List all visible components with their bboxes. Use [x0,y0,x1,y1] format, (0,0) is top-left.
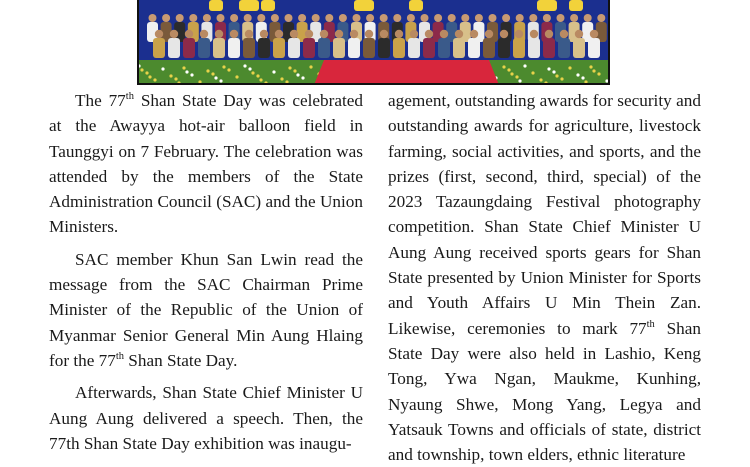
banner-lettering [209,0,223,11]
flower-dot [552,70,555,73]
person-head [335,30,343,38]
flower-dot [507,68,510,71]
person [408,38,420,58]
person-head [290,30,298,38]
flower-dot [539,78,542,81]
person-head [200,30,208,38]
flower-dot [251,71,254,74]
flower-dot [309,65,312,68]
flower-dot [510,72,513,75]
person-head [448,14,456,22]
flower-dot [288,66,291,69]
group-photo-image [139,0,610,85]
flower-dot [185,70,188,73]
flower-dot [272,70,275,73]
flower-dot [264,81,267,84]
person-head [515,30,523,38]
person [363,38,375,58]
flower-dot [293,69,296,72]
person [243,38,255,58]
person-head [350,30,358,38]
person-head [557,14,565,22]
person-head [516,14,524,22]
article-left-column [49,88,363,456]
person-head [365,30,373,38]
person-head [230,14,238,22]
flower-dot [555,74,558,77]
flower-dot [597,72,600,75]
flower-dot [515,75,518,78]
person [258,38,270,58]
article-photo [137,0,610,85]
person-head [215,30,223,38]
person [393,38,405,58]
flower-dot [592,69,595,72]
banner-lettering [239,0,259,11]
banner-lettering [261,0,275,11]
flower-dot [280,77,283,80]
person-head [230,30,238,38]
flower-dot [222,65,225,68]
flower-dot [584,80,587,83]
person [543,38,555,58]
flower-dot [198,80,201,83]
person [198,38,210,58]
person-head [380,14,388,22]
person-head [545,30,553,38]
paragraph: SAC member Khun San Lwin read the message from the SAC Chairman Prime Minister of the Republic of the Union of Myanmar Senior General Min Aung Hlaing for the 77th Shan State Day. [49,249,363,370]
person-head [470,30,478,38]
person-head [584,14,592,22]
person-head [271,14,279,22]
flower-dot [235,75,238,78]
red-carpet [314,60,499,85]
flower-dot [560,77,563,80]
person [453,38,465,58]
person-head [185,30,193,38]
flower-dot [259,78,262,81]
flower-dot [605,79,608,82]
person [333,38,345,58]
person [303,38,315,58]
flower-dot [145,71,148,74]
person-head [543,14,551,22]
flower-dot [589,65,592,68]
flower-dot [243,64,246,67]
person-head [434,14,442,22]
person [558,38,570,58]
flower-dot [518,79,521,82]
person [423,38,435,58]
flower-dot [148,75,151,78]
flower-dot [547,67,550,70]
paragraph: agement, outstanding awards for security and outstanding awards for agriculture, livestock farming, social activities, and sports, and the prizes (first, second, third, special) of the 2023 Tazaungdaing Festival photography competition. Shan State Chief Minister U Aung Aung received sports gears for Shan State presented by Union Minister for Sports and Youth Affairs U Min Thein Zan. Likewise, ceremonies to mark 77th Shan State Day were also held in Lashio, Keng Tong, Ywa Ngan, Maukme, Kunhing, Nyaung Shwe, Mong Yang, Legya and Yatsauk Towns and officials of state, district and township, town elders, ethnic literature [388,91,701,465]
person-head [440,30,448,38]
flower-dot [523,64,526,67]
person-head [353,14,361,22]
person [318,38,330,58]
person-head [155,30,163,38]
person [273,38,285,58]
person-head [461,14,469,22]
person-head [189,14,197,22]
person-head [339,14,347,22]
article-right-column [388,88,701,467]
person-head [162,14,170,22]
person-head [575,30,583,38]
flower-dot [214,76,217,79]
person-head [217,14,225,22]
paragraph: Afterwards, Shan State Chief Minister U Aung Aung delivered a speech. Then, the 77th Shan State Day exhibition was inaugu- [49,383,363,453]
flower-dot [153,78,156,81]
flower-dot [568,66,571,69]
person-head [285,14,293,22]
person-head [149,14,157,22]
flower-dot [301,76,304,79]
person [498,38,510,58]
person-head [260,30,268,38]
flower-dot [248,67,251,70]
banner-lettering [569,0,583,11]
person-head [393,14,401,22]
person-head [407,14,415,22]
person-head [489,14,497,22]
person [483,38,495,58]
person-head [244,14,252,22]
person-head [176,14,184,22]
person-head [590,30,598,38]
person-head [597,14,605,22]
paragraph: The 77th Shan State Day was celebrated at the Awayya hot-air balloon field in Taunggyi on 7 February. The celebration was attended by the members of the State Administration Council (SAC) and the Union Ministers. [49,91,363,237]
flower-dot [285,80,288,83]
flower-dot [296,73,299,76]
person [468,38,480,58]
banner-lettering [537,0,557,11]
flower-dot [182,66,185,69]
flower-dot [177,81,180,84]
person-head [500,30,508,38]
flower-dot [227,68,230,71]
flower-dot [576,73,579,76]
person [513,38,525,58]
flower-dot [190,73,193,76]
flower-dot [581,76,584,79]
person [183,38,195,58]
flower-dot [140,68,143,71]
person-head [325,14,333,22]
person-head [257,14,265,22]
person-head [502,14,510,22]
person-head [312,14,320,22]
person-head [305,30,313,38]
flower-dot [256,74,259,77]
person [153,38,165,58]
banner-lettering [354,0,374,11]
person-head [395,30,403,38]
person-head [170,30,178,38]
person-head [570,14,578,22]
flower-dot [169,74,172,77]
person [588,38,600,58]
person-head [410,30,418,38]
person-head [421,14,429,22]
flower-dot [544,81,547,84]
person-head [275,30,283,38]
person-head [425,30,433,38]
person-head [455,30,463,38]
flower-dot [211,72,214,75]
flower-dot [502,65,505,68]
person-head [530,30,538,38]
flower-dot [531,71,534,74]
flower-dot [174,77,177,80]
person [348,38,360,58]
person-head [529,14,537,22]
person-head [485,30,493,38]
person [228,38,240,58]
person-head [475,14,483,22]
person [213,38,225,58]
banner-lettering [409,0,423,11]
person [438,38,450,58]
person [573,38,585,58]
person [168,38,180,58]
person [288,38,300,58]
flower-dot [219,79,222,82]
person-head [380,30,388,38]
person-head [245,30,253,38]
person [528,38,540,58]
flower-dot [206,69,209,72]
person-head [298,14,306,22]
person-head [203,14,211,22]
person [378,38,390,58]
person-head [560,30,568,38]
person-head [320,30,328,38]
flower-dot [161,67,164,70]
person-head [366,14,374,22]
